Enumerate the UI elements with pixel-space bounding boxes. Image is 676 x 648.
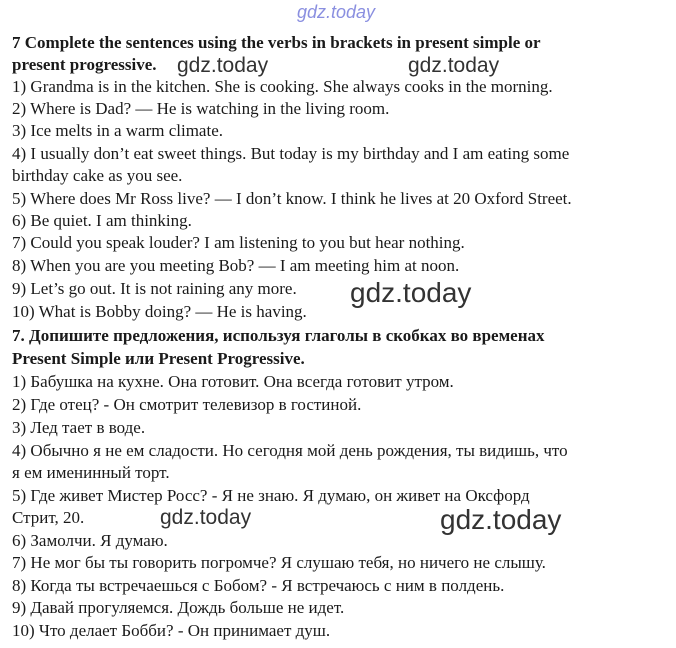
sentence-ru: 7) Не мог бы ты говорить погромче? Я слушаю тебя, но ничего не слышу. [12,553,546,572]
watermark: gdz.today [350,277,472,308]
sentence-en: 1) Grandma is in the kitchen. She is cooking. She always cooks in the morning. [12,77,553,96]
sentence-ru: 1) Бабушка на кухне. Она готовит. Она всегда готовит утром. [12,372,454,391]
exercise-heading-en: present progressive. [12,55,157,74]
sentence-ru: 5) Где живет Мистер Росс? - Я не знаю. Я думаю, он живет на Оксфорд [12,486,530,505]
sentence-en: 7) Could you speak louder? I am listening to you but hear nothing. [12,233,465,252]
exercise-heading-en: 7 Complete the sentences using the verbs in brackets in present simple or [12,33,541,52]
sentence-en: 10) What is Bobby doing? — He is having. [12,302,307,321]
sentence-ru: 3) Лед тает в воде. [12,418,146,437]
sentence-ru: 4) Обычно я не ем сладости. Но сегодня мой день рождения, ты видишь, что [12,441,568,460]
sentence-ru: 10) Что делает Бобби? - Он принимает душ. [12,621,331,640]
sentence-en: 5) Where does Mr Ross live? — I don’t know. I think he lives at 20 Oxford Street. [12,189,572,208]
sentence-ru: 2) Где отец? - Он смотрит телевизор в гостиной. [12,395,362,414]
exercise-heading-ru: 7. Допишите предложения, используя глаголы в скобках во временах [12,326,545,345]
sentence-ru: 6) Замолчи. Я думаю. [12,531,168,550]
sentence-ru: 8) Когда ты встречаешься с Бобом? - Я встречаюсь с ним в полдень. [12,576,505,595]
sentence-en: birthday cake as you see. [12,166,183,185]
sentence-ru: Стрит, 20. [12,508,85,527]
sentence-en: 4) I usually don’t eat sweet things. But today is my birthday and I am eating some [12,144,570,163]
sentence-ru: 9) Давай прогуляемся. Дождь больше не идет. [12,598,345,617]
sentence-en: 9) Let’s go out. It is not raining any more. [12,279,297,298]
sentence-en: 8) When you are you meeting Bob? — I am meeting him at noon. [12,256,460,275]
exercise-heading-ru: Present Simple или Present Progressive. [12,349,305,368]
watermark: gdz.today [408,54,500,77]
sentence-en: 3) Ice melts in a warm climate. [12,121,223,140]
sentence-en: 6) Be quiet. I am thinking. [12,211,192,230]
watermark: gdz.today [440,504,562,535]
watermark: gdz.today [160,506,252,529]
watermark: gdz.today [297,2,376,22]
watermark: gdz.today [177,54,269,77]
sentence-ru: я ем именинный торт. [12,463,170,482]
sentence-en: 2) Where is Dad? — He is watching in the living room. [12,99,390,118]
